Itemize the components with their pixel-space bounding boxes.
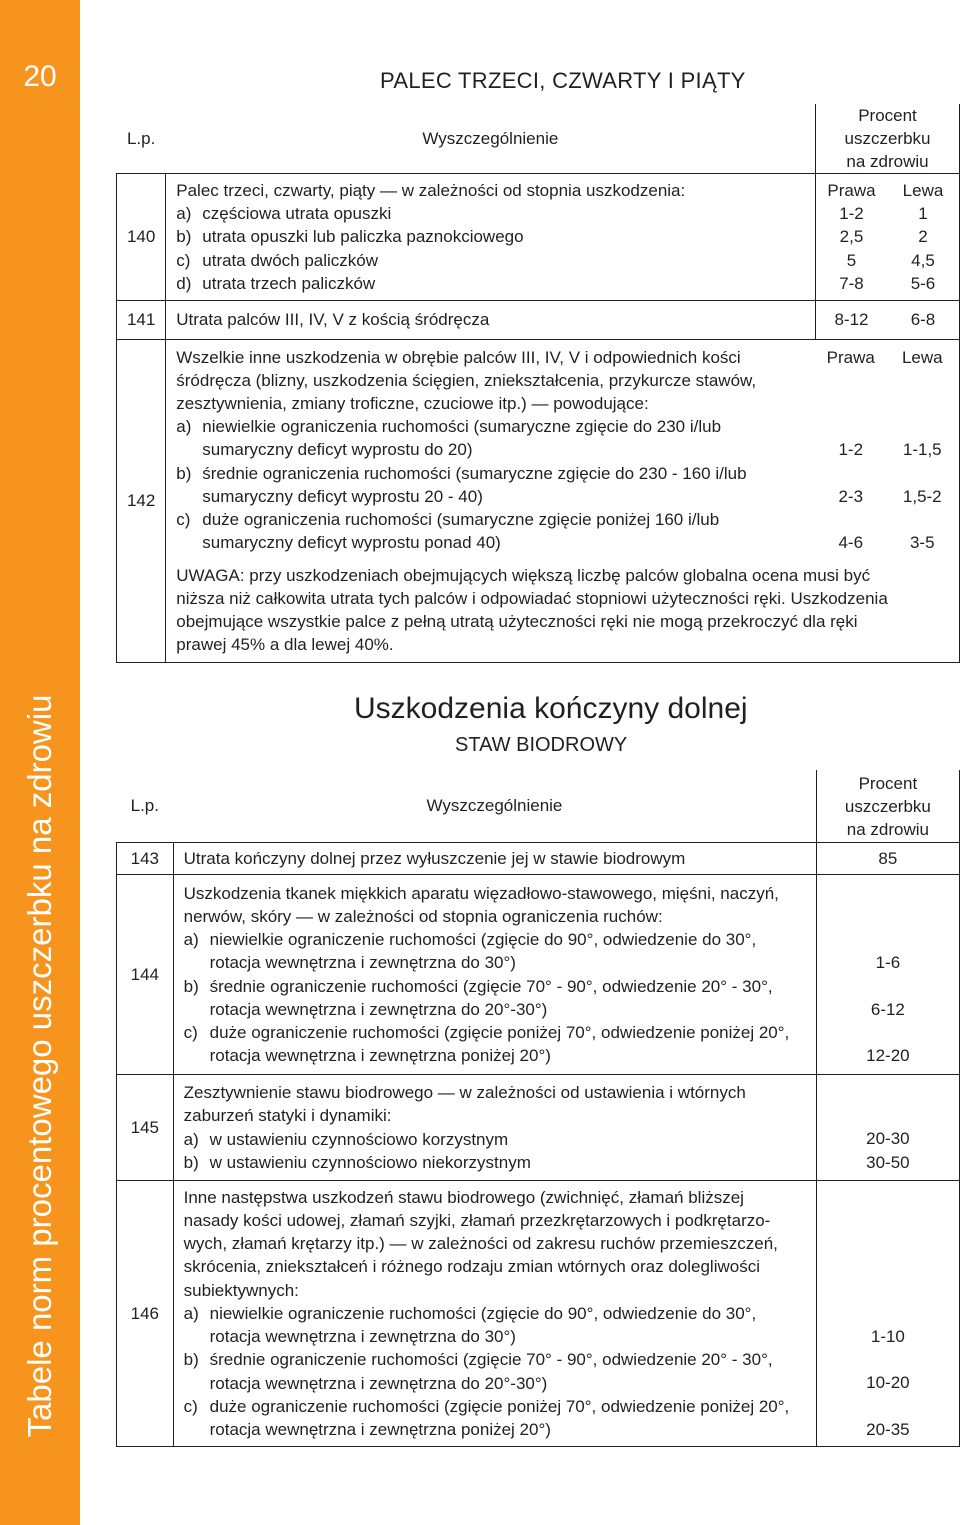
left-label: Lewa [902,180,944,200]
value: 10-20 [866,1373,910,1393]
item-text: średnie ograniczenia ruchomości (sumaryczne zgięcie do 230 - 160 i/lub [202,463,747,483]
item-text: niewielkie ograniczenie ruchomości (zgięcie do 90°, odwiedzenie do 30°, [209,1303,757,1323]
right-value: 2,5 [839,227,864,247]
section1-heading: PALEC TRZECI, CZWARTY I PIĄTY [380,68,746,93]
left-value: 1,5-2 [902,486,942,506]
table-row-140 [117,174,960,301]
list-item [176,508,815,531]
list-item [184,1021,816,1044]
item-marker: b) [183,1350,199,1370]
intro-line: wych, złamań krętarzy itp.) — w zależności od zakresu ruchów przemieszczeń, [183,1234,778,1254]
value: 30-50 [866,1152,910,1172]
item-text: niewielkie ograniczenia ruchomości (sumaryczne zgięcie do 230 i/lub [202,417,722,437]
header-percent-line1: Procent [858,773,918,793]
row-description [173,875,816,1075]
list-item [184,975,816,998]
page-number: 20 [23,60,57,93]
note-line: obejmujące wszystkie palce z pełną utratą użyteczności ręki nie mogą przekroczyć dla ręki [176,611,858,631]
item-marker: a) [183,930,199,950]
list-item [184,1128,816,1151]
right-value: 4-6 [838,533,864,553]
header-percent [815,104,959,174]
item-text: niewielkie ograniczenie ruchomości (zgięcie do 90°, odwiedzenie do 30°, [209,930,757,950]
header-lp: L.p. [117,104,166,174]
item-continuation: rotacja wewnętrzna i zewnętrzna poniżej 20°) [209,1046,551,1066]
item-marker: a) [183,1303,199,1323]
list-item [176,249,815,272]
right-value: 1-2 [838,440,864,460]
item-text: utrata dwóch paliczków [202,250,379,270]
table-hip [116,770,960,1447]
intro-line: Uszkodzenia tkanek miękkich aparatu więzadłowo-stawowego, mięśni, naczyń, [183,883,779,903]
header-percent-line2: uszczerbku [844,796,931,816]
item-marker: b) [176,463,192,483]
row-values [816,1075,959,1181]
value: 20-30 [866,1129,910,1149]
table-row-142 [117,340,960,663]
sidebar [0,0,80,1525]
list-item [176,225,815,248]
left-value: 3-5 [909,533,935,553]
list-item [184,928,816,951]
item-marker: b) [183,976,199,996]
header-percent-line3: na zdrowiu [846,819,929,839]
header-percent-line3: na zdrowiu [846,152,929,171]
intro-line: zaburzeń statyki i dynamiki: [183,1106,392,1126]
intro-line: Inne następstwa uszkodzeń stawu biodrowego (zwichnięć, złamań bliższej [183,1187,744,1207]
row-number: 143 [117,843,174,875]
intro-line: Zesztywnienie stawu biodrowego — w zależności od ustawienia i wtórnych [183,1083,746,1103]
row-description [166,174,816,301]
note-line: prawej 45% a dla lewej 40%. [176,635,394,655]
row-value: 85 [816,843,959,875]
row-values [815,301,959,340]
list-item [184,1395,816,1418]
row-description [173,1181,816,1447]
item-text: duże ograniczenia ruchomości (sumaryczne zgięcie poniżej 160 i/lub [202,510,720,530]
item-marker: b) [176,227,192,247]
item-marker: a) [176,204,192,224]
left-value: 4,5 [911,250,935,270]
note-line: niższa niż całkowita utrata tych palców i odpowiadać stopniowi użyteczności ręki. Uszkodzenia [176,588,888,608]
item-continuation: rotacja wewnętrzna i zewnętrzna do 20°-30°) [209,1373,548,1393]
row-number: 144 [117,875,174,1075]
list-item [176,272,815,295]
left-value: 1-1,5 [902,440,942,460]
list-item [184,1302,816,1325]
table-row-144 [117,875,960,1075]
row-values [816,1181,959,1447]
right-label: Prawa [827,180,876,200]
right-value: 1-2 [839,204,864,224]
left-value: 2 [918,227,928,247]
row-body [166,340,960,663]
item-text: częściowa utrata opuszki [202,204,392,224]
value: 1-6 [875,953,901,973]
list-item [184,1348,816,1371]
header-percent-line2: uszczerbku [844,129,931,148]
row-number: 140 [117,174,166,301]
intro-line: subiektywnych: [183,1280,299,1300]
item-text: w ustawieniu czynnościowo niekorzystnym [209,1152,531,1172]
header-desc: Wyszczególnienie [173,770,816,843]
note [176,564,959,657]
right-value: 5 [846,250,857,270]
row-number: 145 [117,1075,174,1181]
item-marker: d) [176,273,192,293]
header-percent [816,770,959,843]
item-marker: c) [183,1396,198,1416]
row-description [173,1075,816,1181]
item-continuation: rotacja wewnętrzna i zewnętrzna do 20°-30°) [209,999,548,1019]
row-number: 146 [117,1181,174,1447]
table-row-141 [117,301,960,340]
item-marker: a) [176,417,192,437]
item-text: utrata opuszki lub paliczka paznokciowego [202,227,524,247]
list-item [176,462,815,485]
section2-subheading: STAW BIODROWY [455,734,628,756]
item-marker: a) [183,1129,199,1149]
left-value: 5-6 [910,273,936,293]
intro-line: śródręcza (blizny, uszkodzenia ścięgien, zniekształcenia, przykurcze stawów, [176,370,757,390]
list-item [176,202,815,225]
item-continuation: sumaryczny deficyt wyprostu ponad 40) [202,533,501,553]
table-row-145 [117,1075,960,1181]
section2-heading: Uszkodzenia kończyny dolnej [354,692,748,725]
item-text: średnie ograniczenie ruchomości (zgięcie 70° - 90°, odwiedzenie 20° - 30°, [209,1350,773,1370]
row-title: Palec trzeci, czwarty, piąty — w zależności od stopnia uszkodzenia: [176,180,686,200]
intro-line: nerwów, skóry — w zależności od stopnia ograniczenia ruchów: [183,906,663,926]
row-number: 142 [117,340,166,663]
item-continuation: rotacja wewnętrzna i zewnętrzna do 30°) [209,953,516,973]
table-header [117,770,960,843]
item-text: średnie ograniczenie ruchomości (zgięcie 70° - 90°, odwiedzenie 20° - 30°, [209,976,773,996]
item-continuation: rotacja wewnętrzna i zewnętrzna poniżej 20°) [209,1419,551,1439]
right-label: Prawa [826,347,875,367]
note-line: UWAGA: przy uszkodzeniach obejmujących większą liczbę palców globalna ocena musi być [176,565,871,585]
list-item [176,415,815,438]
list-item [184,1151,816,1174]
header-percent-line1: Procent [858,106,917,125]
item-marker: c) [176,510,191,530]
item-text: duże ograniczenie ruchomości (zgięcie poniżej 70°, odwiedzenie poniżej 20°, [209,1396,790,1416]
right-value: 2-3 [838,486,864,506]
header-lp: L.p. [117,770,174,843]
intro-line: nasady kości udowej, złamań szyjki, złamań przezkrętarzowych i podkrętarzo- [183,1211,771,1231]
item-marker: c) [176,250,191,270]
row-values [815,174,959,301]
left-value: 6-8 [910,310,936,330]
row-values [816,875,959,1075]
item-text: duże ograniczenie ruchomości (zgięcie poniżej 70°, odwiedzenie poniżej 20°, [209,1022,790,1042]
value: 1-10 [870,1327,905,1347]
side-title: Tabele norm procentowego uszczerbku na zdrowiu [21,694,58,1438]
left-label: Lewa [901,347,943,367]
table-row-143 [117,843,960,875]
right-value: 8-12 [834,310,869,330]
item-text: utrata trzech paliczków [202,273,376,293]
row-description: Utrata palców III, IV, V z kością śródręcza [166,301,816,340]
intro-line: skrócenia, zniekształceń i różnego rodzaju zmian wtórnych oraz dolegliwości [183,1257,760,1277]
item-continuation: sumaryczny deficyt wyprostu do 20) [202,440,473,460]
table-row-146 [117,1181,960,1447]
right-value: 7-8 [839,273,864,293]
item-marker: c) [183,1022,198,1042]
header-desc: Wyszczególnienie [166,104,816,174]
intro-line: Wszelkie inne uszkodzenia w obrębie palców III, IV, V i odpowiednich kości [176,347,741,367]
row-number: 141 [117,301,166,340]
item-continuation: rotacja wewnętrzna i zewnętrzna do 30°) [209,1327,516,1347]
intro-line: zesztywnienia, zmiany troficzne, czuciowe itp.) — powodujące: [176,394,649,414]
table-fingers [116,104,960,663]
row-description: Utrata kończyny dolnej przez wyłuszczenie jej w stawie biodrowym [173,843,816,875]
item-marker: b) [183,1152,199,1172]
value: 6-12 [870,999,905,1019]
item-continuation: sumaryczny deficyt wyprostu 20 - 40) [202,486,483,506]
table-header [117,104,960,174]
value: 12-20 [866,1046,910,1066]
value: 20-35 [866,1419,910,1439]
left-value: 1 [918,204,928,224]
item-text: w ustawieniu czynnościowo korzystnym [209,1129,509,1149]
